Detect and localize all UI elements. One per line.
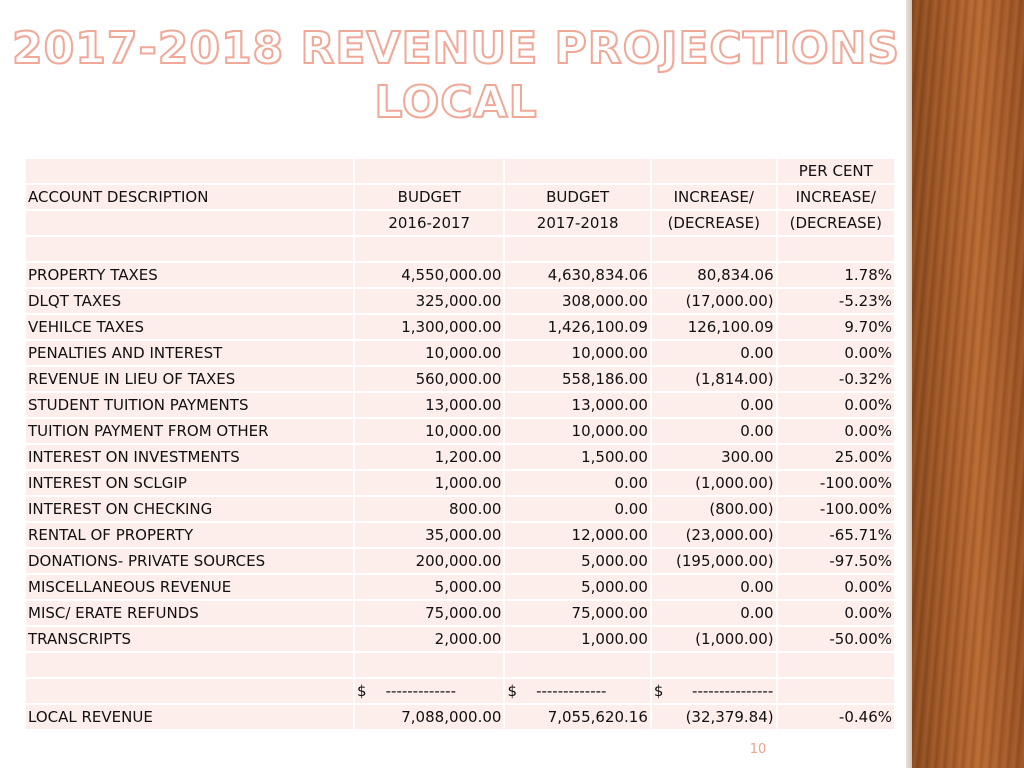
header-cell: 2016-2017 xyxy=(355,211,503,235)
header-cell: BUDGET xyxy=(355,185,503,209)
table-row xyxy=(26,263,894,287)
header-cell: (DECREASE) xyxy=(778,211,894,235)
account-description: PENALTIES AND INTEREST xyxy=(26,341,353,365)
account-description: TRANSCRIPTS xyxy=(26,627,353,651)
header-row-2 xyxy=(26,185,894,209)
table-row xyxy=(26,601,894,625)
table-row xyxy=(26,393,894,417)
table-row xyxy=(26,575,894,599)
table-row xyxy=(26,523,894,547)
slide-title xyxy=(0,22,912,130)
table-row xyxy=(26,419,894,443)
budget-2016-2017: 13,000.00 xyxy=(355,393,503,417)
table-row xyxy=(26,445,894,469)
budget-2017-2018: 1,500.00 xyxy=(505,445,649,469)
budget-2016-2017: 2,000.00 xyxy=(355,627,503,651)
total-label: LOCAL REVENUE xyxy=(26,705,353,729)
budget-2017-2018: 5,000.00 xyxy=(505,549,649,573)
total-percent-change: -0.46% xyxy=(778,705,894,729)
increase-decrease: 0.00 xyxy=(652,575,776,599)
total-budget-2016-2017: 7,088,000.00 xyxy=(355,705,503,729)
percent-change: -0.32% xyxy=(778,367,894,391)
account-description: REVENUE IN LIEU OF TAXES xyxy=(26,367,353,391)
account-description: INTEREST ON INVESTMENTS xyxy=(26,445,353,469)
account-description: VEHILCE TAXES xyxy=(26,315,353,339)
budget-2017-2018: 75,000.00 xyxy=(505,601,649,625)
budget-2017-2018: 4,630,834.06 xyxy=(505,263,649,287)
slide-title-line2: LOCAL xyxy=(374,77,538,128)
table-row xyxy=(26,549,894,573)
budget-2017-2018: 308,000.00 xyxy=(505,289,649,313)
page-number: 10 xyxy=(749,742,767,757)
increase-decrease: (23,000.00) xyxy=(652,523,776,547)
increase-decrease: 0.00 xyxy=(652,341,776,365)
budget-2016-2017: 800.00 xyxy=(355,497,503,521)
percent-change: -100.00% xyxy=(778,497,894,521)
budget-2017-2018: 558,186.00 xyxy=(505,367,649,391)
header-cell: 2017-2018 xyxy=(505,211,649,235)
header-cell xyxy=(26,159,353,183)
percent-change: 25.00% xyxy=(778,445,894,469)
budget-2017-2018: 12,000.00 xyxy=(505,523,649,547)
account-description: TUITION PAYMENT FROM OTHER xyxy=(26,419,353,443)
percent-change: 0.00% xyxy=(778,419,894,443)
budget-2017-2018: 13,000.00 xyxy=(505,393,649,417)
percent-change: -100.00% xyxy=(778,471,894,495)
header-cell xyxy=(652,159,776,183)
header-cell: INCREASE/ xyxy=(778,185,894,209)
percent-change: 0.00% xyxy=(778,341,894,365)
increase-decrease: 0.00 xyxy=(652,393,776,417)
header-cell: ACCOUNT DESCRIPTION xyxy=(26,185,353,209)
percent-change: -97.50% xyxy=(778,549,894,573)
total-increase-decrease: (32,379.84) xyxy=(652,705,776,729)
percent-change: 0.00% xyxy=(778,601,894,625)
percent-change: 1.78% xyxy=(778,263,894,287)
budget-2016-2017: 1,000.00 xyxy=(355,471,503,495)
budget-2016-2017: 325,000.00 xyxy=(355,289,503,313)
budget-2017-2018: 10,000.00 xyxy=(505,419,649,443)
header-row-1 xyxy=(26,159,894,183)
increase-decrease: 0.00 xyxy=(652,419,776,443)
budget-2016-2017: 1,300,000.00 xyxy=(355,315,503,339)
header-cell: INCREASE/ xyxy=(652,185,776,209)
header-cell xyxy=(355,159,503,183)
header-cell xyxy=(26,211,353,235)
table-row xyxy=(26,367,894,391)
increase-decrease: 126,100.09 xyxy=(652,315,776,339)
budget-2017-2018: 0.00 xyxy=(505,497,649,521)
budget-2016-2017: 10,000.00 xyxy=(355,341,503,365)
increase-decrease: (1,814.00) xyxy=(652,367,776,391)
budget-2016-2017: 5,000.00 xyxy=(355,575,503,599)
dash-separator: $ ------------- xyxy=(505,679,649,703)
dash-separator: $ --------------- xyxy=(652,679,776,703)
budget-2017-2018: 5,000.00 xyxy=(505,575,649,599)
increase-decrease: 80,834.06 xyxy=(652,263,776,287)
budget-2016-2017: 560,000.00 xyxy=(355,367,503,391)
percent-change: -50.00% xyxy=(778,627,894,651)
table-row xyxy=(26,289,894,313)
slide-title-line1: 2017-2018 REVENUE PROJECTIONS xyxy=(11,23,901,74)
wood-side-panel xyxy=(912,0,1024,768)
budget-2016-2017: 10,000.00 xyxy=(355,419,503,443)
account-description: INTEREST ON SCLGIP xyxy=(26,471,353,495)
account-description: INTEREST ON CHECKING xyxy=(26,497,353,521)
budget-2016-2017: 1,200.00 xyxy=(355,445,503,469)
increase-decrease: 300.00 xyxy=(652,445,776,469)
budget-2017-2018: 1,000.00 xyxy=(505,627,649,651)
table-row xyxy=(26,341,894,365)
percent-change: -65.71% xyxy=(778,523,894,547)
total-row xyxy=(26,705,894,729)
header-cell: PER CENT xyxy=(778,159,894,183)
increase-decrease: (195,000.00) xyxy=(652,549,776,573)
total-budget-2017-2018: 7,055,620.16 xyxy=(505,705,649,729)
header-cell xyxy=(505,159,649,183)
budget-2017-2018: 0.00 xyxy=(505,471,649,495)
increase-decrease: 0.00 xyxy=(652,601,776,625)
percent-change: 9.70% xyxy=(778,315,894,339)
percent-change: 0.00% xyxy=(778,575,894,599)
header-row-3 xyxy=(26,211,894,235)
table-row xyxy=(26,627,894,651)
budget-2016-2017: 200,000.00 xyxy=(355,549,503,573)
account-description: RENTAL OF PROPERTY xyxy=(26,523,353,547)
spacer-row xyxy=(26,653,894,677)
account-description: MISC/ ERATE REFUNDS xyxy=(26,601,353,625)
spacer-row xyxy=(26,237,894,261)
budget-2016-2017: 75,000.00 xyxy=(355,601,503,625)
increase-decrease: (1,000.00) xyxy=(652,627,776,651)
budget-2017-2018: 10,000.00 xyxy=(505,341,649,365)
percent-change: 0.00% xyxy=(778,393,894,417)
budget-2017-2018: 1,426,100.09 xyxy=(505,315,649,339)
table-row xyxy=(26,497,894,521)
table-row xyxy=(26,315,894,339)
account-description: DLQT TAXES xyxy=(26,289,353,313)
budget-2016-2017: 4,550,000.00 xyxy=(355,263,503,287)
increase-decrease: (17,000.00) xyxy=(652,289,776,313)
account-description: PROPERTY TAXES xyxy=(26,263,353,287)
account-description: DONATIONS- PRIVATE SOURCES xyxy=(26,549,353,573)
percent-change: -5.23% xyxy=(778,289,894,313)
increase-decrease: (1,000.00) xyxy=(652,471,776,495)
increase-decrease: (800.00) xyxy=(652,497,776,521)
header-cell: (DECREASE) xyxy=(652,211,776,235)
budget-2016-2017: 35,000.00 xyxy=(355,523,503,547)
dash-separator: $ ------------- xyxy=(355,679,503,703)
account-description: MISCELLANEOUS REVENUE xyxy=(26,575,353,599)
account-description: STUDENT TUITION PAYMENTS xyxy=(26,393,353,417)
table-row xyxy=(26,471,894,495)
revenue-table xyxy=(24,157,896,731)
header-cell: BUDGET xyxy=(505,185,649,209)
dash-separator-row xyxy=(26,679,894,703)
